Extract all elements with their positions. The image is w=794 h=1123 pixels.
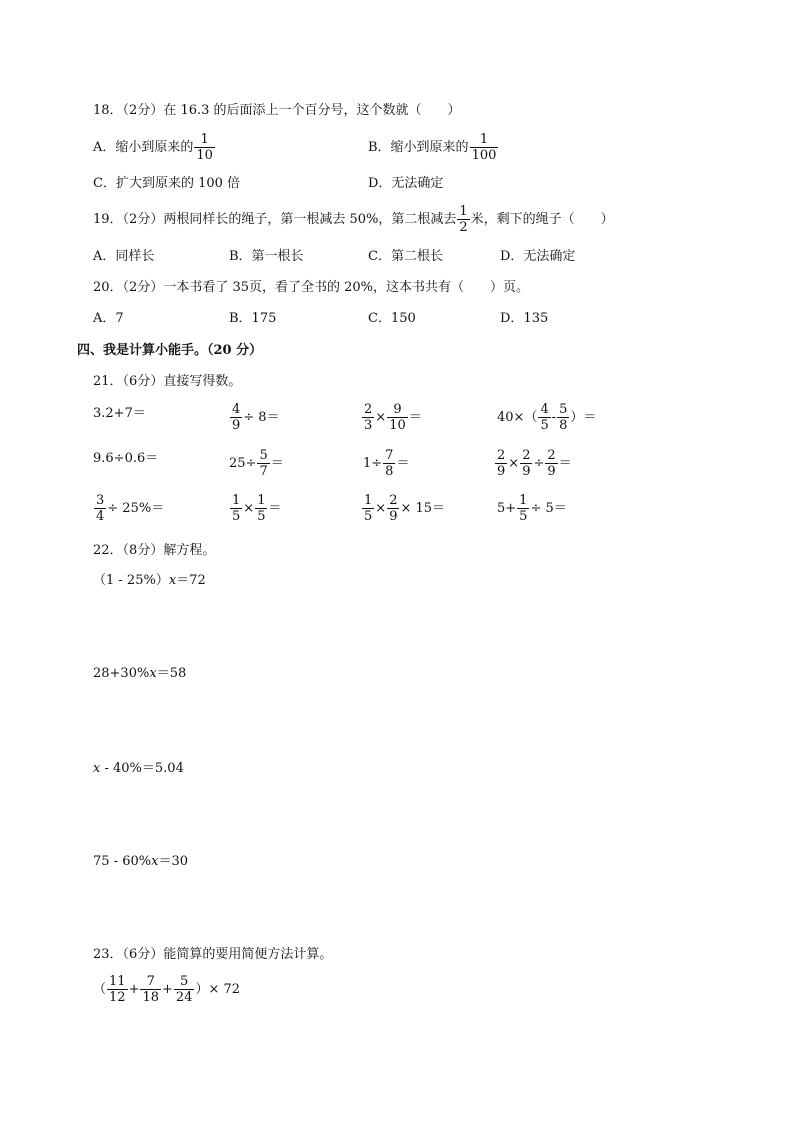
q19-option-b: B．第一根长 (229, 249, 304, 264)
calc-r3c3: $\frac{1}{5}$ × $\frac{2}{9}$ × 15＝ (364, 493, 446, 524)
q20-option-b: B．175 (229, 311, 277, 326)
q19-option-a: A．同样长 (93, 249, 155, 264)
fraction: $\frac{1}{5}$ (257, 493, 266, 524)
fraction: $\frac{4}{5}$ (540, 402, 549, 433)
q20-option-c: C．150 (368, 311, 416, 326)
q20-option-a: A．7 (93, 311, 124, 326)
calc-r1c2: $\frac{4}{9}$ ÷ 8＝ (232, 402, 280, 433)
equation-3: x - 40%＝5.04 (93, 761, 184, 776)
q22-text: 22．（8分）解方程。 (93, 543, 216, 558)
q19-option-c: C．第二根长 (368, 249, 443, 264)
fraction: $\frac{1}{5}$ (232, 493, 241, 524)
fraction: $\frac{1}{2}$ (459, 204, 468, 235)
q20-option-d: D．135 (500, 311, 549, 326)
fraction: $\frac{2}{9}$ (497, 448, 506, 479)
calc-r3c4: 5+ $\frac{1}{5}$ ÷ 5＝ (497, 493, 567, 524)
calc-r1c1: 3.2+7＝ (93, 406, 146, 421)
q18-text: 18．（2分）在 16.3 的后面添上一个百分号，这个数就（ ） (93, 103, 461, 118)
fraction: $\frac{7}{8}$ (385, 448, 394, 479)
calc-r1c4: 40×（ $\frac{4}{5}$ - $\frac{5}{8}$ ）＝ (497, 402, 597, 433)
q20-text: 20．（2分）一本书看了 35页，看了全书的 20%，这本书共有（ ）页。 (93, 280, 530, 295)
fraction: $\frac{11}{12}$ (109, 974, 126, 1005)
equation-2: 28+30%x＝58 (93, 666, 187, 681)
q18-option-d: D．无法确定 (368, 176, 444, 191)
fraction: $\frac{4}{9}$ (232, 402, 241, 433)
calc-r2c1: 9.6÷0.6＝ (93, 451, 159, 466)
calc-r3c1: $\frac{3}{4}$ ÷ 25%＝ (96, 493, 165, 524)
calc-r2c2: 25÷ $\frac{5}{7}$ ＝ (229, 448, 284, 479)
q23-text: 23．（6分）能简算的要用简便方法计算。 (93, 947, 333, 962)
equation-4: 75 - 60%x＝30 (93, 854, 188, 869)
fraction: $\frac{1}{5}$ (364, 493, 373, 524)
q21-text: 21．（6分）直接写得数。 (93, 374, 242, 389)
fraction: $\frac{5}{7}$ (259, 448, 268, 479)
section-title: 四、我是计算小能手。（20 分） (77, 343, 263, 358)
q23-expression: （ $\frac{11}{12}$ + $\frac{7}{18}$ + $\frac{5}{24}$ ）× 72 (93, 974, 241, 1005)
calc-r1c3: $\frac{2}{3}$ × $\frac{9}{10}$ ＝ (364, 402, 422, 433)
fraction: $\frac{5}{8}$ (559, 402, 568, 433)
calc-r2c4: $\frac{2}{9}$ × $\frac{2}{9}$ ÷ $\frac{2}{9}$ ＝ (497, 448, 572, 479)
q18-option-c: C．扩大到原来的 100 倍 (93, 176, 241, 191)
fraction: $\frac{9}{10}$ (389, 402, 406, 433)
q18-option-b: B．缩小到原来的 $\frac{1}{100}$ (368, 132, 497, 163)
fraction: $\frac{1}{10}$ (196, 132, 213, 163)
q19-text: 19．（2分）两根同样长的绳子，第一根减去 50%，第二根减去 $\frac{1}{2}$ 米，剩下的绳子（ ） (93, 204, 614, 235)
equation-1: （1 - 25%）x＝72 (93, 573, 206, 588)
fraction: $\frac{2}{3}$ (364, 402, 373, 433)
fraction: $\frac{2}{9}$ (547, 448, 556, 479)
fraction: $\frac{5}{24}$ (175, 974, 193, 1005)
fraction: $\frac{1}{100}$ (471, 132, 497, 163)
fraction: $\frac{2}{9}$ (522, 448, 531, 479)
fraction: $\frac{7}{18}$ (142, 974, 160, 1005)
fraction: $\frac{2}{9}$ (389, 493, 398, 524)
fraction: $\frac{1}{5}$ (519, 493, 528, 524)
calc-r3c2: $\frac{1}{5}$ × $\frac{1}{5}$ ＝ (232, 493, 282, 524)
calc-r2c3: 1÷ $\frac{7}{8}$ ＝ (363, 448, 410, 479)
fraction: $\frac{3}{4}$ (96, 493, 105, 524)
q19-option-d: D．无法确定 (500, 249, 576, 264)
q18-option-a: A．缩小到原来的 $\frac{1}{10}$ (93, 132, 213, 163)
